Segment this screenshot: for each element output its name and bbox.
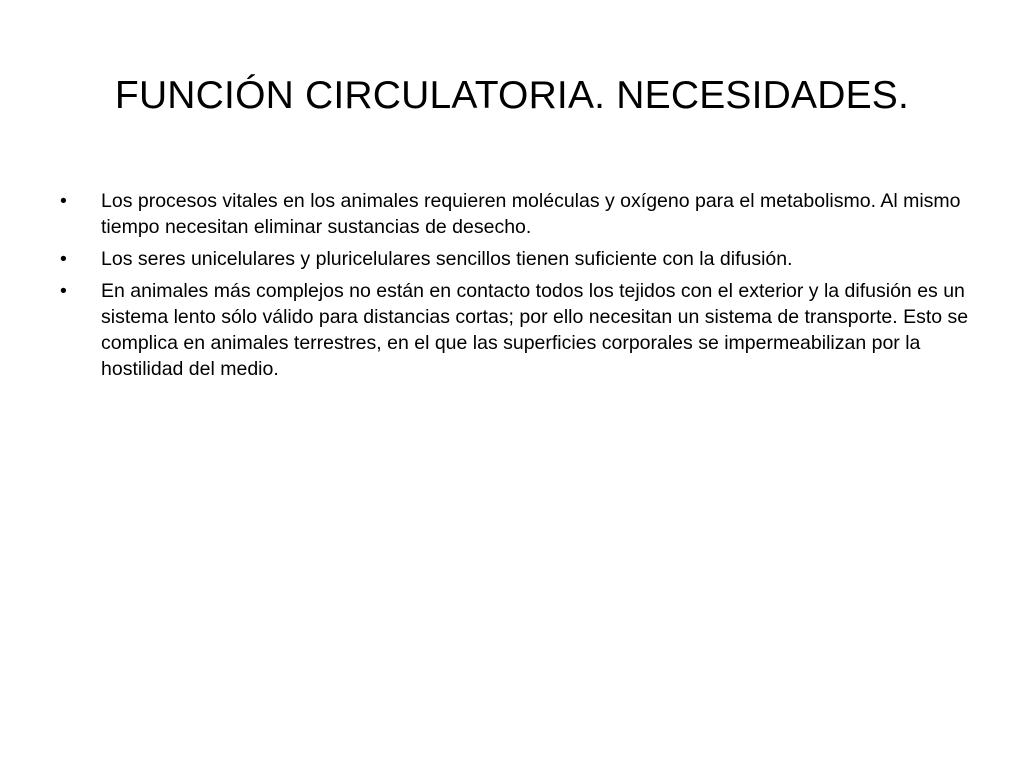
- bullet-text: Los seres unicelulares y pluricelulares sencillos tienen suficiente con la difusión.: [101, 248, 793, 270]
- bullet-icon: •: [60, 280, 67, 302]
- bullet-list: [60, 188, 972, 388]
- bullet-item: [60, 246, 972, 272]
- bullet-text: En animales más complejos no están en contacto todos los tejidos con el exterior y la difusión es un sistema lento sólo válido para distancias cortas; por ello necesitan un sistema de transporte. Esto se complica en animales terrestres, en el que las superficies corporales se impermeabilizan por la hostilidad del medio.: [101, 280, 969, 380]
- bullet-item: [60, 278, 972, 382]
- bullet-item: [60, 188, 972, 240]
- bullet-icon: •: [60, 248, 67, 270]
- slide-title: FUNCIÓN CIRCULATORIA. NECESIDADES.: [114, 74, 910, 117]
- bullet-text: Los procesos vitales en los animales requieren moléculas y oxígeno para el metabolismo. Al mismo tiempo necesitan eliminar sustancias de desecho.: [101, 190, 961, 238]
- bullet-icon: •: [60, 190, 67, 212]
